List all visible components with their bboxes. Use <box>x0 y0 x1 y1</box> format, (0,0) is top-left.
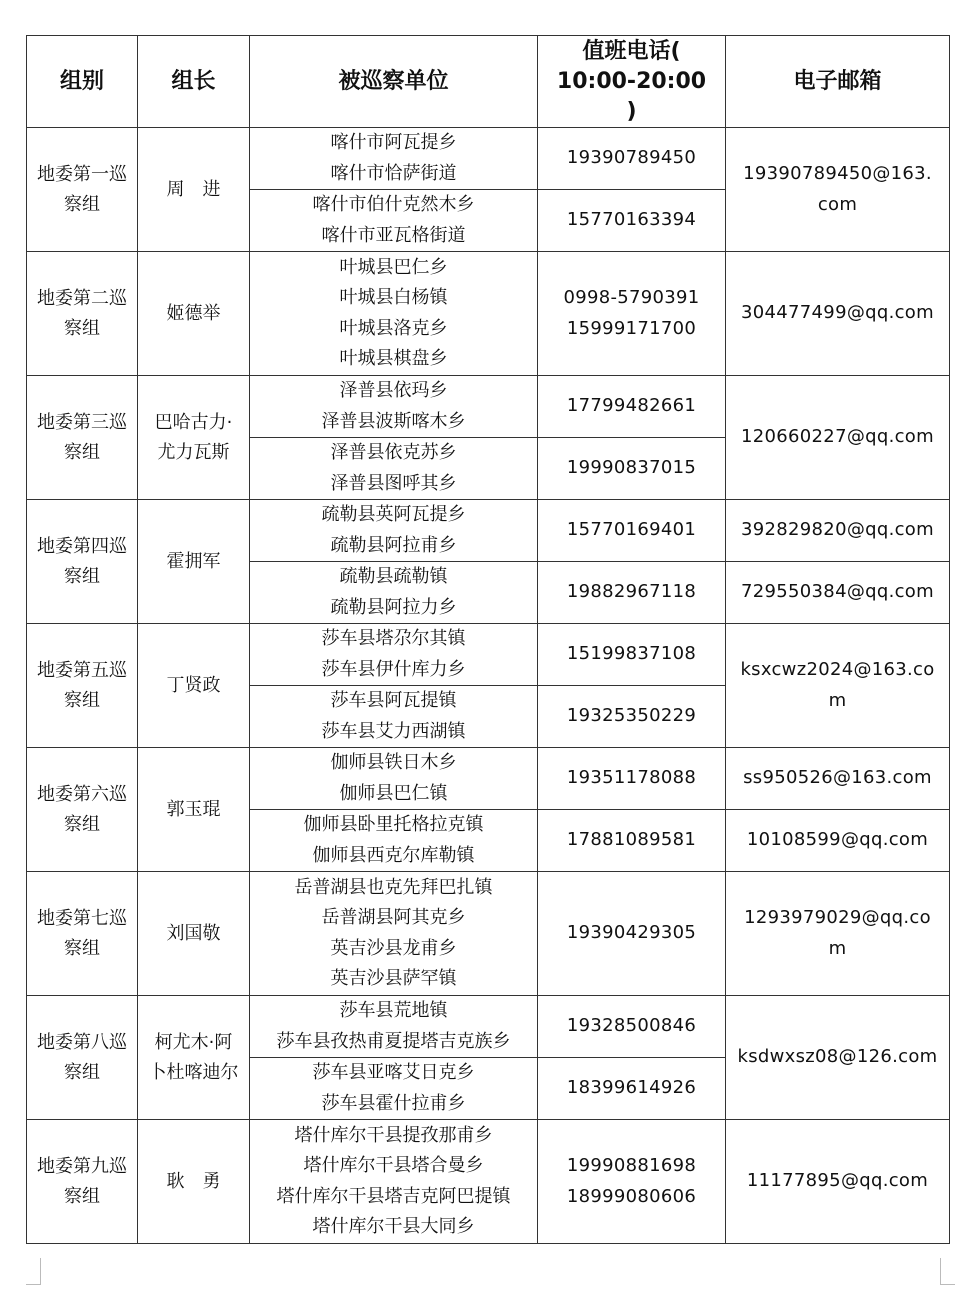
duty-phone: 15770169401 <box>538 500 726 562</box>
table-row <box>27 748 950 810</box>
duty-phone: 17881089581 <box>538 810 726 872</box>
inspected-units: 喀什市伯什克然木乡 喀什市亚瓦格街道 <box>250 190 538 252</box>
inspected-units: 莎车县塔尕尔其镇 莎车县伊什库力乡 <box>250 624 538 686</box>
duty-phone: 18399614926 <box>538 1058 726 1120</box>
group-leader: 姬德举 <box>138 252 250 376</box>
table-row <box>27 376 950 438</box>
inspected-units: 塔什库尔干县提孜那甫乡 塔什库尔干县塔合曼乡 塔什库尔干县塔吉克阿巴提镇 塔什库尔干县大同乡 <box>250 1120 538 1244</box>
group-leader: 巴哈古力· 尤力瓦斯 <box>138 376 250 500</box>
duty-phone: 19390789450 <box>538 128 726 190</box>
email-address: 11177895@qq.com <box>726 1120 950 1244</box>
table-row <box>27 500 950 562</box>
group-leader: 耿 勇 <box>138 1120 250 1244</box>
header-leader: 组长 <box>138 36 250 128</box>
email-address: 392829820@qq.com <box>726 500 950 562</box>
inspected-units: 泽普县依玛乡 泽普县波斯喀木乡 <box>250 376 538 438</box>
group-leader: 郭玉琨 <box>138 748 250 872</box>
duty-phone: 19390429305 <box>538 872 726 996</box>
table-row <box>27 252 950 376</box>
duty-phone: 19990881698 18999080606 <box>538 1120 726 1244</box>
group-name: 地委第八巡 察组 <box>27 996 138 1120</box>
inspected-units: 莎车县亚喀艾日克乡 莎车县霍什拉甫乡 <box>250 1058 538 1120</box>
inspected-units: 伽师县卧里托格拉克镇 伽师县西克尔库勒镇 <box>250 810 538 872</box>
duty-phone: 19882967118 <box>538 562 726 624</box>
email-address: 19390789450@163. com <box>726 128 950 252</box>
email-address: ksdwxsz08@126.com <box>726 996 950 1120</box>
inspected-units: 喀什市阿瓦提乡 喀什市恰萨街道 <box>250 128 538 190</box>
inspected-units: 泽普县依克苏乡 泽普县图呼其乡 <box>250 438 538 500</box>
inspected-units: 疏勒县英阿瓦提乡 疏勒县阿拉甫乡 <box>250 500 538 562</box>
table-row <box>27 624 950 686</box>
group-leader: 周 进 <box>138 128 250 252</box>
group-leader: 霍拥军 <box>138 500 250 624</box>
inspected-units: 莎车县阿瓦提镇 莎车县艾力西湖镇 <box>250 686 538 748</box>
duty-phone: 17799482661 <box>538 376 726 438</box>
group-leader: 柯尤木·阿 卜杜喀迪尔 <box>138 996 250 1120</box>
group-name: 地委第四巡 察组 <box>27 500 138 624</box>
duty-phone: 19990837015 <box>538 438 726 500</box>
duty-phone: 15199837108 <box>538 624 726 686</box>
duty-phone: 15770163394 <box>538 190 726 252</box>
header-phone: 值班电话( 10:00-20:00 ) <box>538 36 726 128</box>
page-corner-mark-left <box>26 1258 41 1285</box>
page-corner-mark-right <box>940 1258 955 1285</box>
email-address: 304477499@qq.com <box>726 252 950 376</box>
group-name: 地委第九巡 察组 <box>27 1120 138 1244</box>
group-leader: 刘国敬 <box>138 872 250 996</box>
table-row <box>27 128 950 190</box>
inspection-table <box>26 35 950 1244</box>
email-address: 120660227@qq.com <box>726 376 950 500</box>
header-group: 组别 <box>27 36 138 128</box>
group-leader: 丁贤政 <box>138 624 250 748</box>
inspected-units: 伽师县铁日木乡 伽师县巴仁镇 <box>250 748 538 810</box>
group-name: 地委第五巡 察组 <box>27 624 138 748</box>
email-address: 729550384@qq.com <box>726 562 950 624</box>
email-address: 1293979029@qq.co m <box>726 872 950 996</box>
duty-phone: 19328500846 <box>538 996 726 1058</box>
duty-phone: 19351178088 <box>538 748 726 810</box>
group-name: 地委第六巡 察组 <box>27 748 138 872</box>
inspected-units: 莎车县荒地镇 莎车县孜热甫夏提塔吉克族乡 <box>250 996 538 1058</box>
table-row <box>27 872 950 996</box>
email-address: 10108599@qq.com <box>726 810 950 872</box>
header-row <box>27 36 950 128</box>
inspected-units: 疏勒县疏勒镇 疏勒县阿拉力乡 <box>250 562 538 624</box>
duty-phone: 0998-5790391 15999171700 <box>538 252 726 376</box>
inspected-units: 叶城县巴仁乡 叶城县白杨镇 叶城县洛克乡 叶城县棋盘乡 <box>250 252 538 376</box>
email-address: ss950526@163.com <box>726 748 950 810</box>
group-name: 地委第二巡 察组 <box>27 252 138 376</box>
table-row <box>27 996 950 1058</box>
table-row <box>27 1120 950 1244</box>
header-email: 电子邮箱 <box>726 36 950 128</box>
inspected-units: 岳普湖县也克先拜巴扎镇 岳普湖县阿其克乡 英吉沙县龙甫乡 英吉沙县萨罕镇 <box>250 872 538 996</box>
group-name: 地委第三巡 察组 <box>27 376 138 500</box>
email-address: ksxcwz2024@163.co m <box>726 624 950 748</box>
group-name: 地委第七巡 察组 <box>27 872 138 996</box>
group-name: 地委第一巡 察组 <box>27 128 138 252</box>
duty-phone: 19325350229 <box>538 686 726 748</box>
header-units: 被巡察单位 <box>250 36 538 128</box>
